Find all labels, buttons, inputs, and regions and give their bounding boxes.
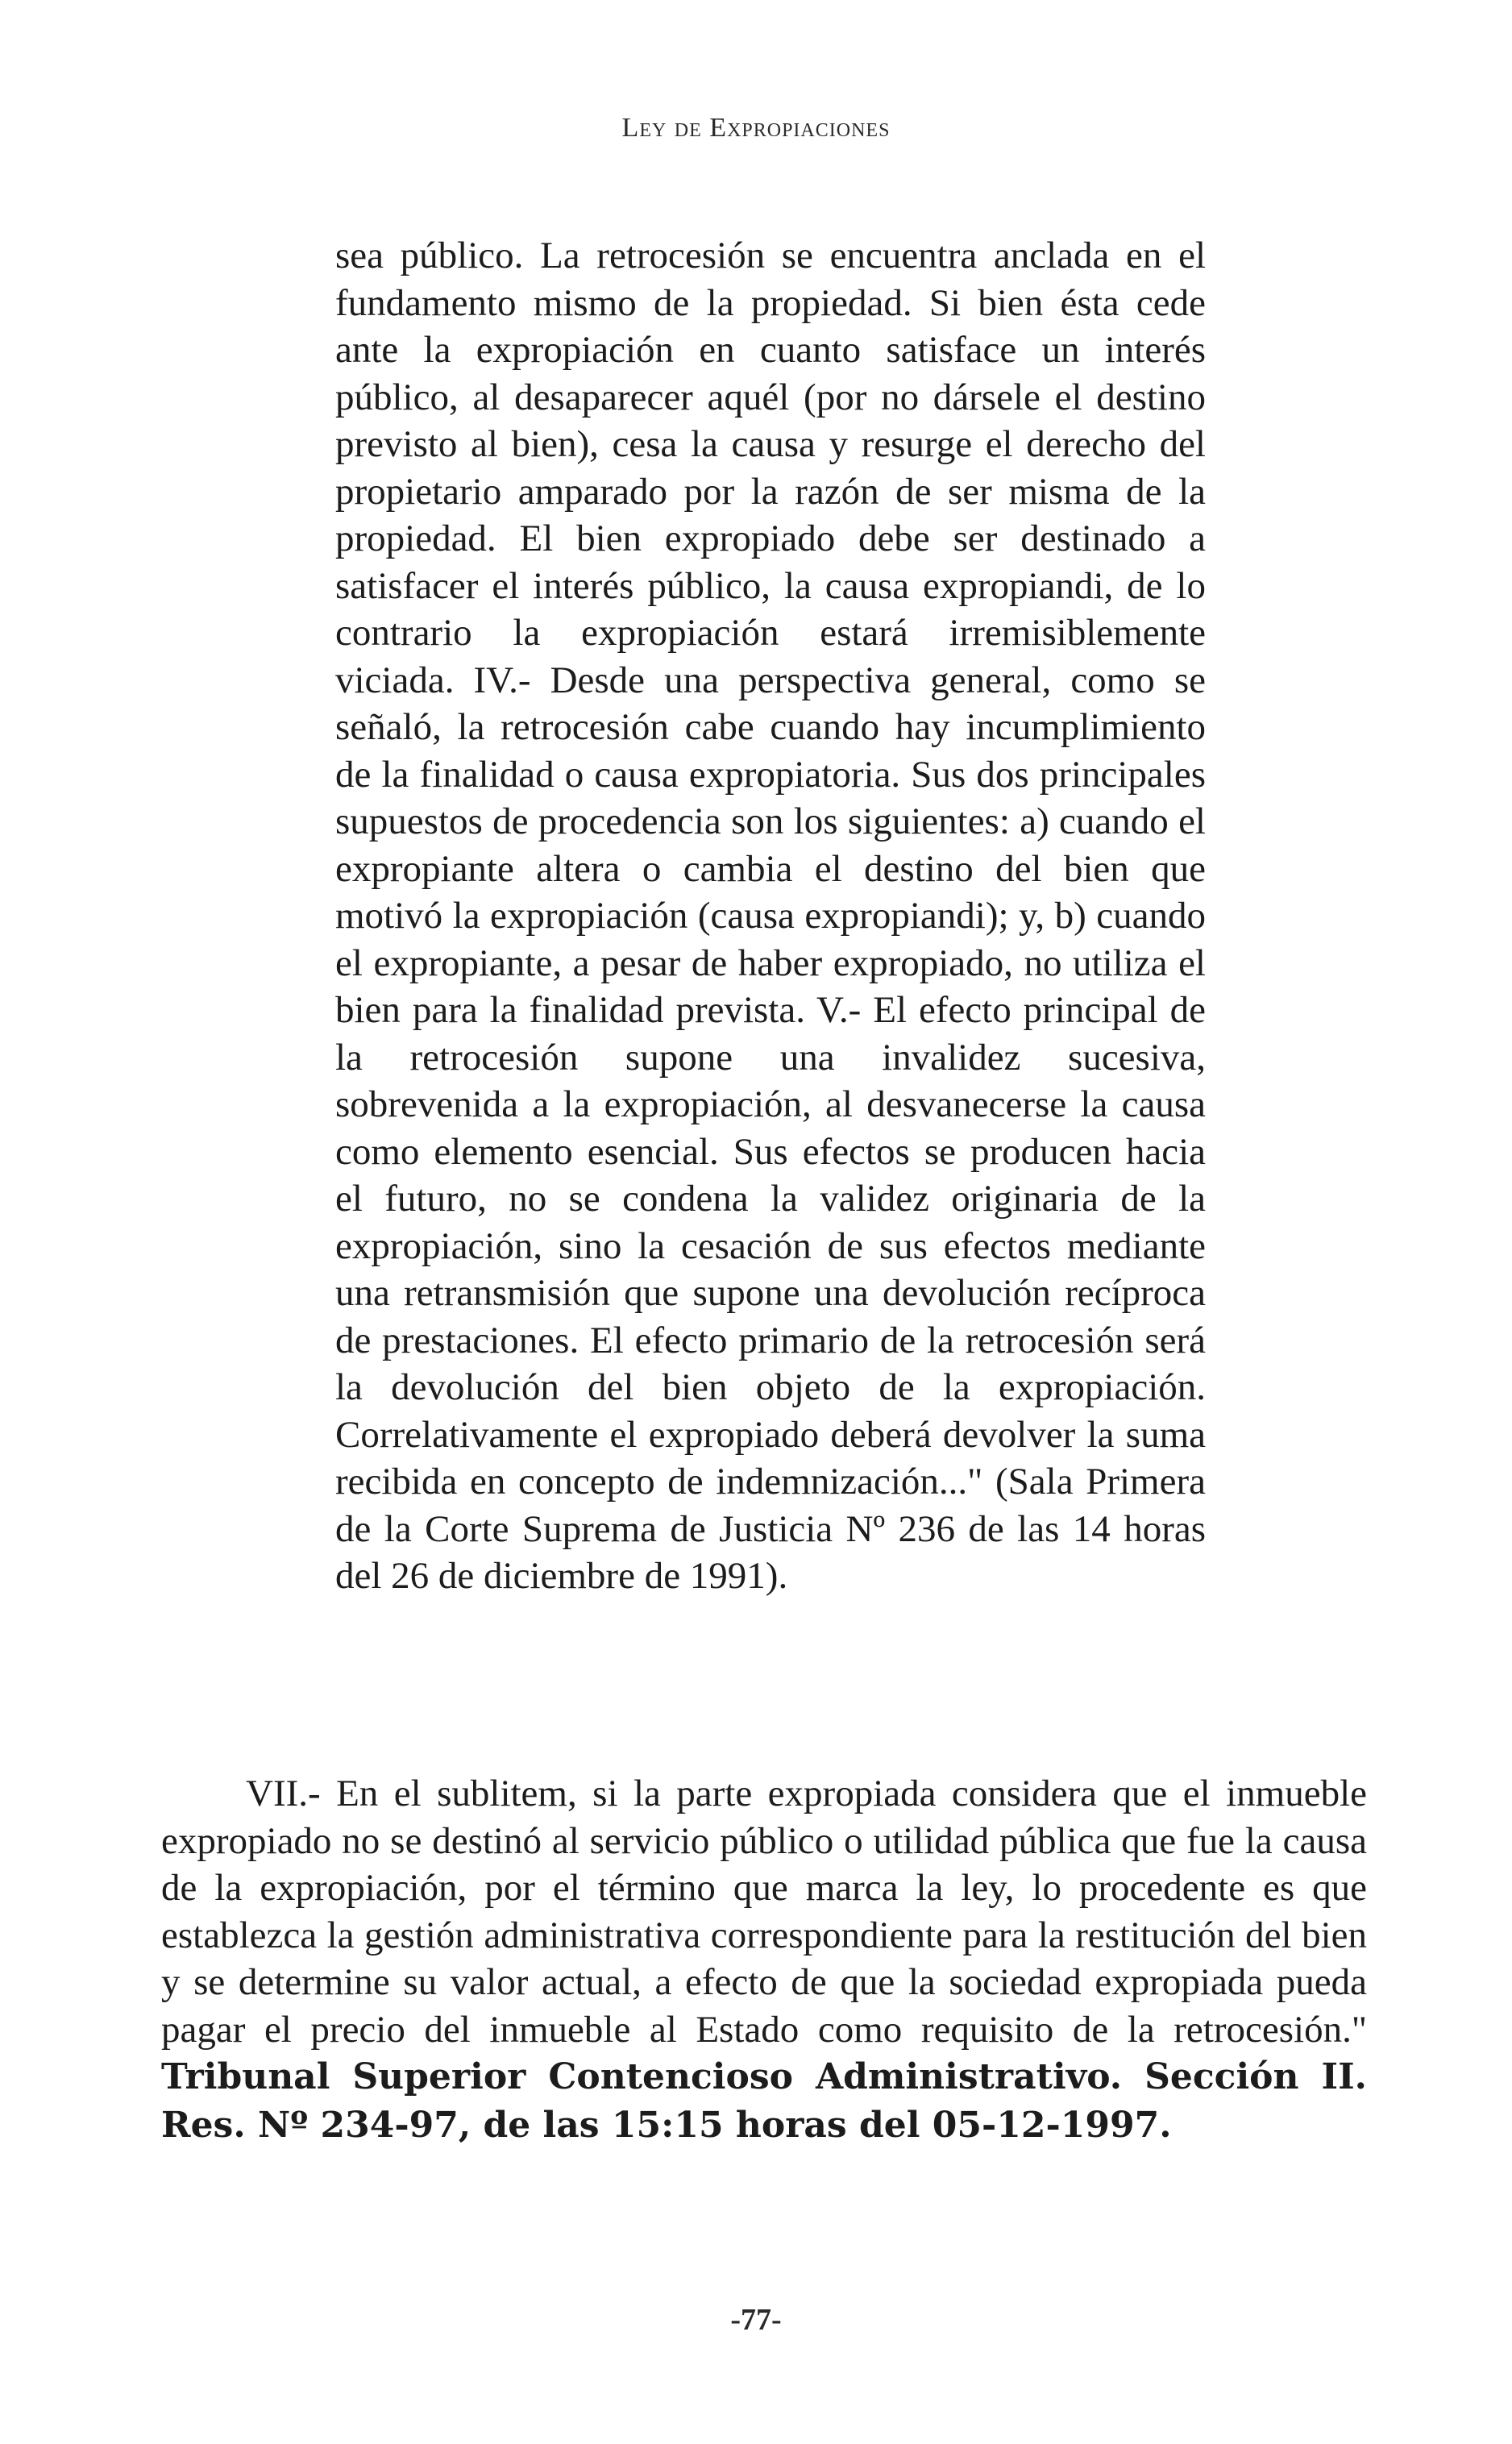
case-citation: Tribunal Superior Contencioso Administrativo. Sección II. Res. Nº 234-97, de las 15:15 horas del 05-12-1997. xyxy=(161,2056,1367,2146)
paragraph-text: VII.- En el sublitem, si la parte expropiada considera que el inmueble expropiado no se destinó al servicio público o utilidad pública que fue la causa de la expropiación, por el término que marca la ley, lo procedente es que establezca la gestión administrativa correspondiente para la restitución del bien y se determine su valor actual, a efecto de que la sociedad expropiada pueda pagar el precio del inmueble al Estado como requisito de la retrocesión." xyxy=(161,1773,1367,2051)
running-header: Ley de Expropiaciones xyxy=(621,113,891,143)
page-number: -77- xyxy=(730,2303,782,2337)
body-paragraph xyxy=(161,1770,1367,2149)
quoted-block: sea público. La retrocesión se encuentra anclada en el fundamento mismo de la propiedad. Si bien ésta cede ante la expropiación en cuanto satisface un interés público, al desaparecer aquél (por no dársele el destino previsto al bien), cesa la causa y resurge el derecho del propietario amparado por la razón de ser misma de la propiedad. El bien expropiado debe ser destinado a satisfacer el interés público, la causa expropiandi, de lo contrario la expropiación estará irremisiblemente viciada. IV.- Desde una perspectiva general, como se señaló, la retrocesión cabe cuando hay incumplimiento de la finalidad o causa expropiatoria. Sus dos principales supuestos de procedencia son los siguientes: a) cuando el expropiante altera o cambia el destino del bien que motivó la expropiación (causa expropiandi); y, b) cuando el expropiante, a pesar de haber expropiado, no utiliza el bien para la finalidad prevista. V.- El efecto principal de la retrocesión supone una invalidez sucesiva, sobrevenida a la expropiación, al desvanecerse la causa como elemento esencial. Sus efectos se producen hacia el futuro, no se condena la validez originaria de la expropiación, sino la cesación de sus efectos mediante una retransmisión que supone una devolución recíproca de prestaciones. El efecto primario de la retrocesión será la devolución del bien objeto de la expropiación. Correlativamente el expropiado deberá devolver la suma recibida en concepto de indemnización..." (Sala Primera de la Corte Suprema de Justicia Nº 236 de las 14 horas del 26 de diciembre de 1991). xyxy=(335,235,1206,1597)
